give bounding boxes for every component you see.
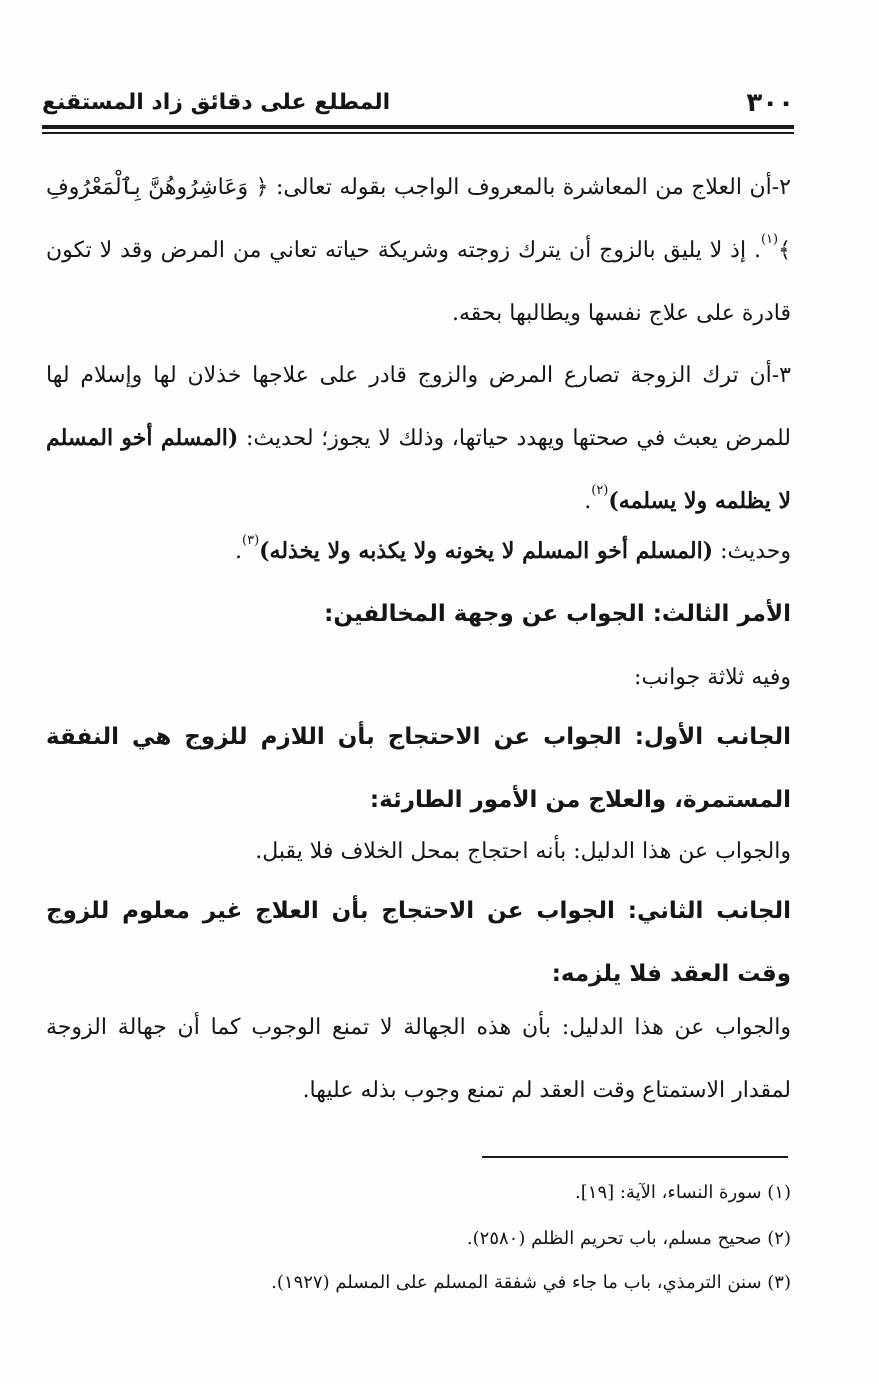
heading-side-1: الجانب الأول: الجواب عن الاحتجاج بأن اللازم للزوج هي النفقة المستمرة، والعلاج من الأمور الطارئة:: [46, 724, 791, 813]
running-title: المطلع على دقائق زاد المستقنع: [42, 90, 391, 115]
footnote-ref-3[interactable]: (٣): [242, 532, 260, 548]
hadith-quote-2: (المسلم أخو المسلم لا يخونه ولا يكذبه ولا يخذله): [259, 538, 714, 564]
paragraph-answer-1: والجواب عن هذا الدليل: بأنه احتجاج بمحل الخلاف فلا يقبل.: [255, 839, 791, 864]
page-number: ٣٠٠: [746, 88, 794, 118]
footnote-ref-2[interactable]: (٢): [591, 482, 609, 498]
header-rule-thin: [42, 132, 794, 134]
point-2-text-b: . إذ لا يليق بالزوج أن يترك زوجته وشريكة حياته تعاني من المرض وقد لا تكون قادرة على علاج نفسها ويطالبها بحقه.: [46, 238, 791, 326]
second-hadith-intro: وحديث:: [713, 539, 791, 564]
header-rule-thick: [42, 125, 794, 129]
footnote-2: (٢) صحيح مسلم، باب تحريم الظلم (٢٥٨٠).: [466, 1228, 791, 1249]
heading-side-2: الجانب الثاني: الجواب عن الاحتجاج بأن العلاج غير معلوم للزوج وقت العقد فلا يلزمه:: [46, 898, 791, 987]
footnote-1: (١) سورة النساء، الآية: [١٩].: [575, 1182, 791, 1203]
page-header: [42, 88, 794, 122]
hadith-quote-1: (المسلم أخو المسلم لا يظلمه ولا يسلمه): [46, 425, 791, 514]
point-2-text-a: ٢-أن العلاج من المعاشرة بالمعروف الواجب بقوله تعالى: ﴿ وَعَاشِرُوهُنَّ بِٱلْمَعْرُوفِ ﴾: [46, 175, 791, 263]
paragraph-point-3: [46, 344, 791, 533]
paragraph-point-2: [46, 156, 791, 345]
footnote-3: (٣) سنن الترمذي، باب ما جاء في شفقة المسلم على المسلم (١٩٢٧).: [271, 1272, 791, 1293]
point-3-text: ٣-أن ترك الزوجة تصارع المرض والزوج قادر على علاجها خذلان لها وإسلام لها للمرض يعبث في صحتها ويهدد حياتها، وذلك لا يجوز؛ لحديث:: [46, 363, 791, 451]
point-3-period: .: [584, 489, 592, 514]
point-4-period: .: [235, 539, 242, 564]
paragraph-three-sides: وفيه ثلاثة جوانب:: [634, 665, 791, 690]
footnote-ref-1[interactable]: (١): [760, 231, 779, 247]
paragraph-answer-2: والجواب عن هذا الدليل: بأن هذه الجهالة لا تمنع الوجوب كما أن جهالة الزوجة لمقدار الاستمتاع وقت العقد لم تمنع وجوب بذله عليها.: [46, 1015, 791, 1103]
paragraph-second-hadith: [91, 520, 791, 583]
footnote-separator: [482, 1156, 788, 1158]
heading-third-matter: الأمر الثالث: الجواب عن وجهة المخالفين:: [324, 601, 791, 627]
